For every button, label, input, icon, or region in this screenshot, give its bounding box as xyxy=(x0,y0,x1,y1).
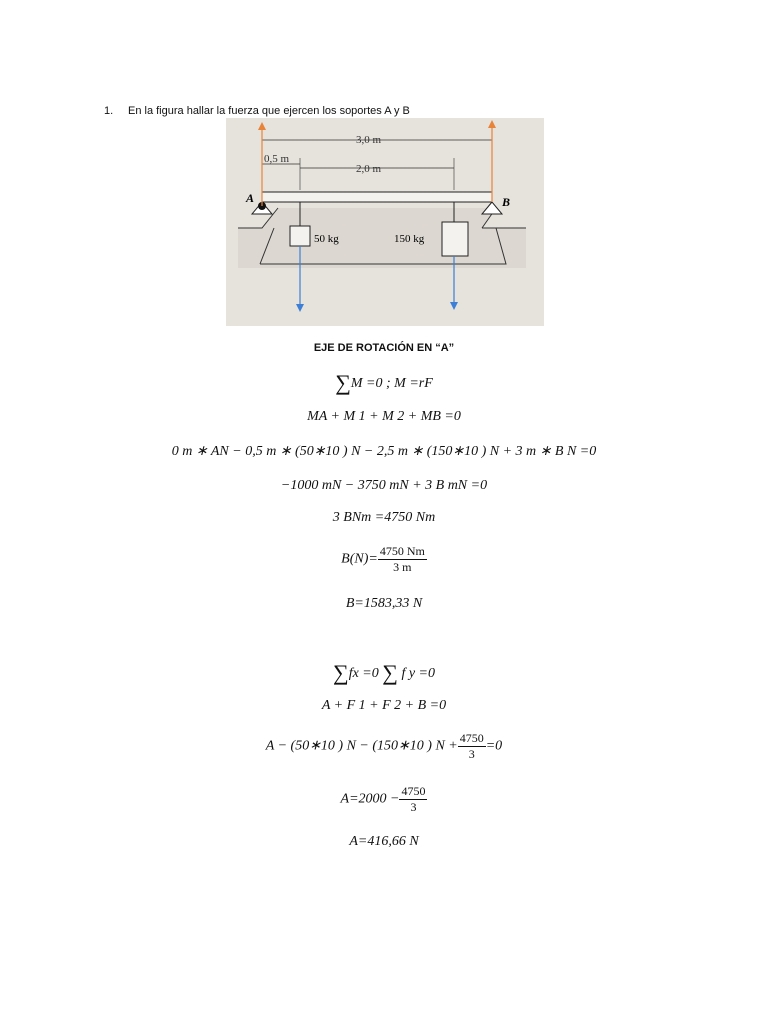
mass-box-1 xyxy=(290,226,310,246)
beam xyxy=(262,192,492,202)
equation-moments-numeric: −1000 mN − 3750 mN + 3 B mN =0 xyxy=(280,478,488,493)
equation-b-result: B=1583,33 N xyxy=(345,596,423,611)
equation-moments-condition: ∑M =0 ; M =rF xyxy=(335,370,433,395)
dim-total: 3,0 m xyxy=(356,134,382,146)
equation-moments-sum: MA + M 1 + M 2 + MB =0 xyxy=(307,409,461,424)
label-a: A xyxy=(246,191,255,205)
mass-label-2: 150 kg xyxy=(394,233,425,245)
question-number: 1. xyxy=(104,105,114,117)
dim-b: 2,0 m xyxy=(356,163,382,175)
question-text: En la figura hallar la fuerza que ejercen los soportes A y B xyxy=(128,105,410,117)
equation-moments-expanded: 0 m ∗ AN − 0,5 m ∗ (50∗10 ) N − 2,5 m ∗ (150∗10 ) N + 3 m ∗ B N =0 xyxy=(171,444,597,459)
equation-a-result: A=416,66 N xyxy=(349,834,419,849)
dim-a: 0,5 m xyxy=(264,153,290,165)
mass-label-1: 50 kg xyxy=(314,233,339,245)
equation-forces-condition: ∑fx =0 ∑ f y =0 xyxy=(333,660,435,685)
equation-forces-expanded: A − (50∗10 ) N − (150∗10 ) N + $\frac{4750}{3}$ =0 xyxy=(265,731,503,761)
ground-hatch xyxy=(238,208,526,268)
fraction-forces: $\frac{4750}{3}$ xyxy=(459,731,484,761)
equation-a-fraction: A=2000 − $\frac{4750}{3}$ xyxy=(340,784,426,814)
equation-b-fraction: B(N)= $\frac{4750 Nm}{3 m}$ xyxy=(341,544,425,574)
section-heading: EJE DE ROTACIÓN EN “A” xyxy=(313,342,455,354)
beam-figure xyxy=(226,118,544,326)
mass-box-2 xyxy=(442,222,468,256)
question xyxy=(104,105,410,117)
equation-forces-sum: A + F 1 + F 2 + B =0 xyxy=(321,698,447,713)
equation-b-intermediate: 3 BNm =4750 Nm xyxy=(332,510,436,525)
fraction-b: $\frac{4750 Nm}{3 m}$ xyxy=(379,544,425,574)
fraction-a: $\frac{4750}{3}$ xyxy=(401,784,426,814)
label-b: B xyxy=(502,195,511,209)
sigma-symbol: ∑ xyxy=(335,370,351,395)
